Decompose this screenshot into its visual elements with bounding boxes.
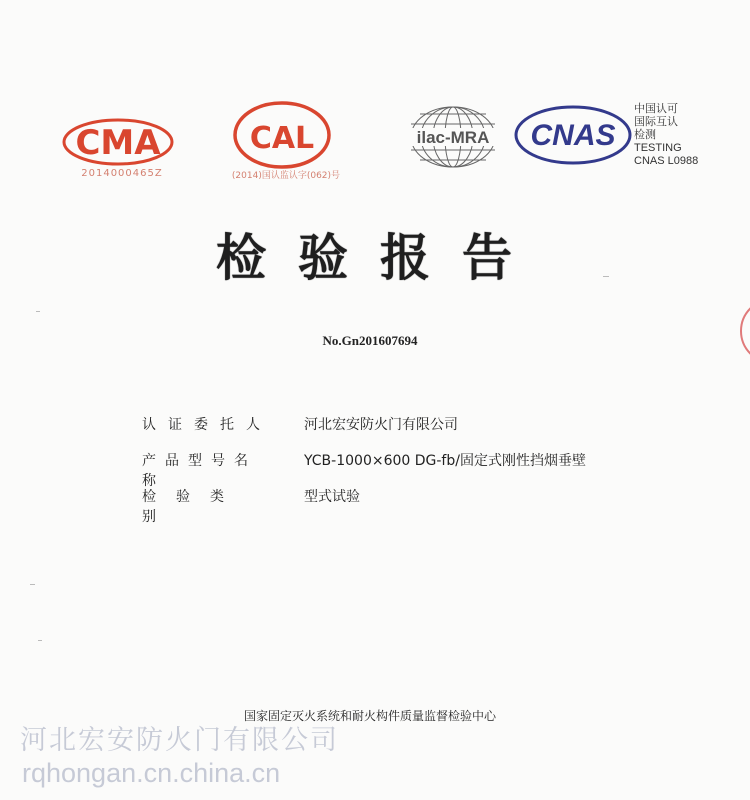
client-label: 认证委托人 [142, 417, 272, 433]
cnas-line: TESTING [634, 142, 682, 154]
cal-certificate-code: (2014)国认监认字(062)号 [231, 171, 341, 181]
product-value: YCB-1000×600 DG-fb/固定式刚性挡烟垂壁 [304, 453, 586, 469]
report-title: 检验报告 [216, 229, 544, 287]
cnas-line: 检测 [634, 129, 656, 141]
watermark-company: 河北宏安防火门有限公司 [20, 725, 339, 756]
cnas-logo-text: CNAS [530, 119, 616, 152]
scan-speck [38, 640, 42, 641]
cal-logo-text: CAL [249, 121, 315, 156]
ilac-logo-text: ilac-MRA [416, 128, 490, 147]
cal-logo [232, 100, 332, 170]
cma-logo-text: CMA [75, 123, 161, 163]
cnas-line: CNAS L0988 [634, 155, 699, 167]
type-value: 型式试验 [304, 489, 360, 505]
scan-speck [30, 584, 35, 585]
ilac-mra-logo [398, 104, 508, 170]
product-label: 产品型号名称 [142, 453, 257, 489]
client-value: 河北宏安防火门有限公司 [304, 417, 458, 433]
cma-logo [62, 118, 174, 166]
cma-certificate-code: 2014000465Z [81, 168, 163, 179]
cnas-accreditation-text [634, 103, 744, 168]
stamp-edge-mark [733, 296, 750, 366]
cnas-logo [513, 104, 633, 166]
scan-speck [603, 276, 609, 277]
report-number: No.Gn201607694 [322, 333, 418, 348]
issuing-organization: 国家固定灭火系统和耐火构件质量监督检验中心 [243, 709, 496, 723]
cnas-line: 国际互认 [634, 116, 678, 128]
watermark-url: rqhongan.cn.china.cn [22, 758, 281, 788]
type-label: 检验类别 [142, 489, 244, 525]
cnas-line: 中国认可 [634, 103, 678, 115]
scan-speck [36, 311, 40, 312]
